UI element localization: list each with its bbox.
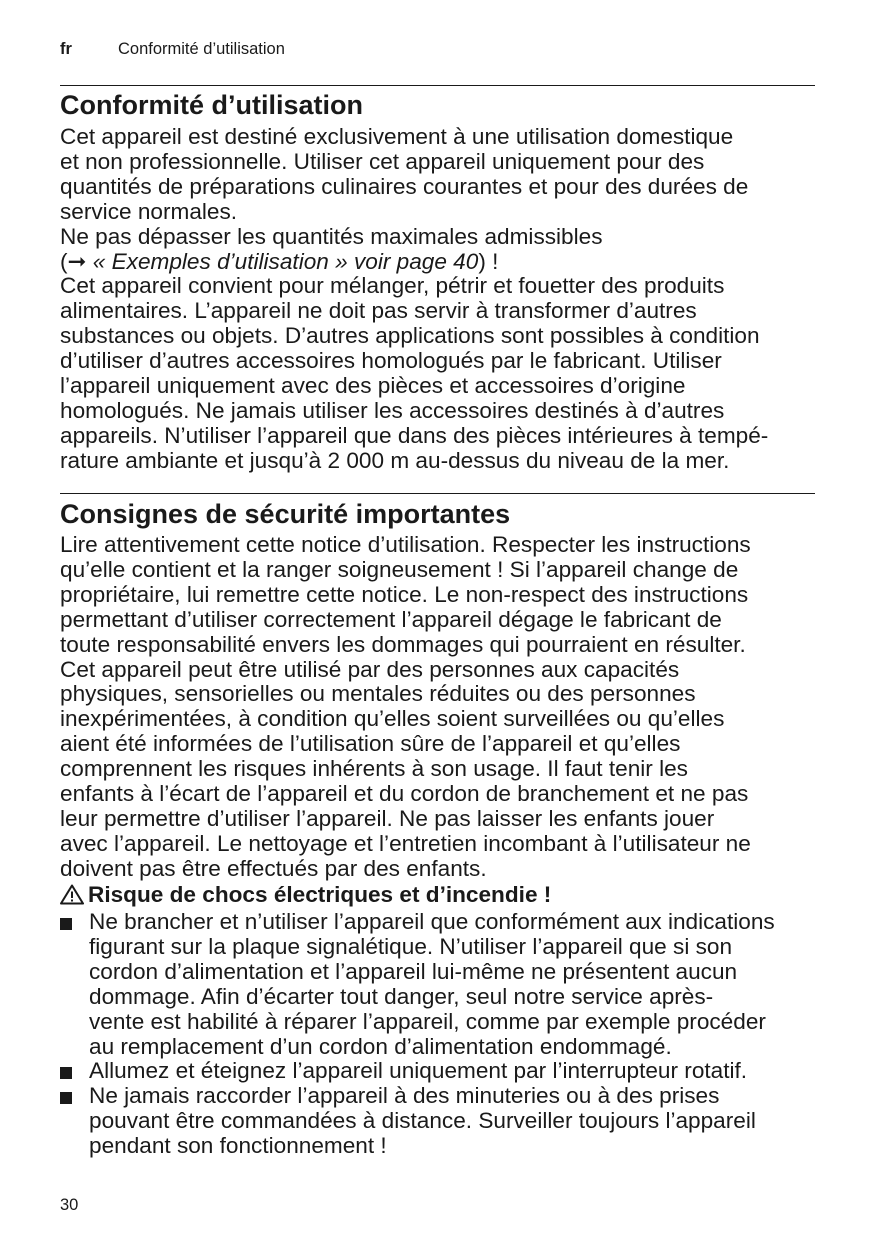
text-line: vente est habilité à réparer l’appareil, comme par exemple procéder	[89, 1008, 766, 1034]
text-line: appareils. N’utiliser l’appareil que dans des pièces intérieures à tempé-	[60, 422, 769, 448]
running-header	[60, 40, 285, 59]
arrow-right-icon: ➞	[67, 248, 87, 274]
warning-heading	[60, 882, 551, 907]
list-item	[60, 910, 830, 1059]
square-bullet-icon	[60, 918, 72, 930]
text-line: Lire attentivement cette notice d’utilisation. Respecter les instructions	[60, 532, 751, 557]
text-line: cordon d’alimentation et l’appareil lui-même ne présentent aucun	[89, 958, 738, 984]
text-line: rature ambiante et jusqu’à 2 000 m au-dessus du niveau de la mer.	[60, 447, 730, 473]
section-title-conformite: Conformité d’utilisation	[60, 90, 363, 120]
text-line: dommage. Afin d’écarter tout danger, seul notre service après-	[89, 983, 714, 1009]
ref-open: (	[60, 248, 68, 274]
text-line: au remplacement d’un cordon d’alimentation endommagé.	[89, 1033, 672, 1059]
list-item	[60, 1059, 830, 1084]
text-line: quantités de préparations culinaires courantes et pour des durées de	[60, 173, 749, 199]
text-line: l’appareil uniquement avec des pièces et accessoires d’origine	[60, 373, 686, 399]
text-line: aient été informées de l’utilisation sûre de l’appareil et qu’elles	[60, 731, 681, 757]
text-line: permettant d’utiliser correctement l’appareil dégage le fabricant de	[60, 606, 722, 632]
section-title-securite: Consignes de sécurité importantes	[60, 499, 511, 529]
text-line: Ne brancher et n’utiliser l’appareil que conformément aux indications	[89, 909, 775, 934]
text-line: physiques, sensorielles ou mentales réduites ou des personnes	[60, 681, 696, 707]
text-line: inexpérimentées, à condition qu’elles soient surveillées ou qu’elles	[60, 706, 725, 732]
text-line: Ne jamais raccorder l’appareil à des minuteries ou à des prises	[89, 1083, 720, 1109]
text-line: substances ou objets. D’autres applications sont possibles à condition	[60, 323, 760, 349]
text-line: homologués. Ne jamais utiliser les accessoires destinés à d’autres	[60, 397, 725, 423]
text-line: toute responsabilité envers les dommages qui pourraient en résulter.	[60, 631, 746, 657]
section-divider-1	[60, 85, 815, 86]
text-line: figurant sur la plaque signalétique. N’utiliser l’appareil que si son	[89, 933, 733, 959]
text-line: comprennent les risques inhérents à son usage. Il faut tenir les	[60, 756, 688, 782]
text-line: Cet appareil convient pour mélanger, pétrir et fouetter des produits	[60, 273, 725, 299]
list-item	[60, 1084, 830, 1159]
warning-triangle-icon	[60, 884, 84, 905]
square-bullet-icon	[60, 1067, 72, 1079]
text-line: avec l’appareil. Le nettoyage et l’entretien incombant à l’utilisateur ne	[60, 830, 751, 856]
text-line: Cet appareil est destiné exclusivement à une utilisation domestique	[60, 124, 734, 149]
text-line: enfants à l’écart de l’appareil et du cordon de branchement et ne pas	[60, 781, 749, 807]
text-line: d’utiliser d’autres accessoires homologués par le fabricant. Utiliser	[60, 348, 722, 374]
ref-link-text[interactable]: « Exemples d’utilisation » voir page 40	[86, 248, 479, 274]
safety-bullet-list	[60, 910, 830, 1159]
text-line: service normales.	[60, 198, 238, 224]
warning-title: Risque de chocs électriques et d’incendie !	[88, 882, 552, 907]
text-line: Allumez et éteignez l’appareil uniquement par l’interrupteur rotatif.	[89, 1058, 748, 1084]
text-line: alimentaires. L’appareil ne doit pas servir à transformer d’autres	[60, 298, 697, 324]
text-line: pendant son fonctionnement !	[89, 1133, 387, 1159]
square-bullet-icon	[60, 1092, 72, 1104]
section-body-securite	[60, 533, 830, 882]
text-line: Ne pas dépasser les quantités maximales admissibles	[60, 223, 603, 249]
section-divider-2	[60, 493, 815, 494]
header-title: Conformité d’utilisation	[118, 40, 285, 58]
section-body-conformite	[60, 125, 830, 474]
ref-close: ) !	[478, 248, 499, 274]
language-code: fr	[60, 40, 72, 58]
text-line: propriétaire, lui remettre cette notice. Le non-respect des instructions	[60, 581, 749, 607]
text-line: pouvant être commandées à distance. Surveiller toujours l’appareil	[89, 1108, 756, 1134]
text-line: leur permettre d’utiliser l’appareil. Ne pas laisser les enfants jouer	[60, 805, 715, 831]
text-line: qu’elle contient et la ranger soigneusement ! Si l’appareil change de	[60, 556, 739, 582]
text-line: doivent pas être effectués par des enfants.	[60, 855, 487, 881]
page-number: 30	[60, 1196, 79, 1214]
text-line: Cet appareil peut être utilisé par des personnes aux capacités	[60, 656, 680, 682]
cross-reference[interactable]	[60, 250, 830, 275]
text-line: et non professionnelle. Utiliser cet appareil uniquement pour des	[60, 148, 705, 174]
